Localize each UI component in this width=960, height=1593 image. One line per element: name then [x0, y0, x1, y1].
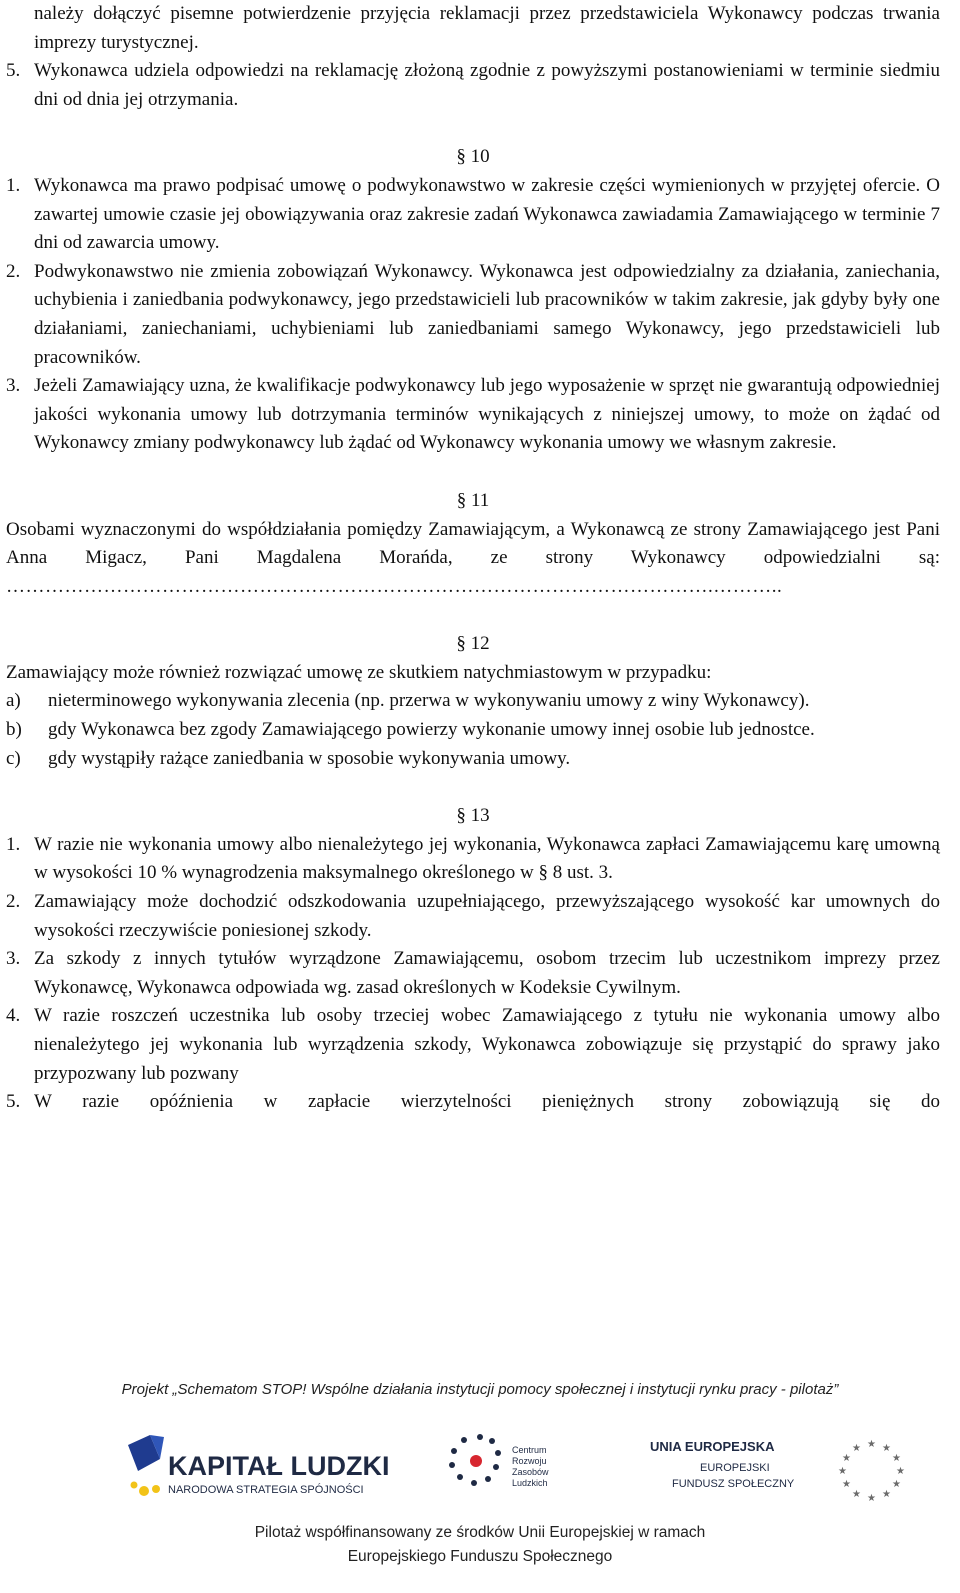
- item-text: Podwykonawstwo nie zmienia zobowiązań Wykonawcy. Wykonawca jest odpowiedzialny za działania, zaniechania, uchybienia i zaniedbania podwykonawcy, jego przedstawicieli lub pracowników w takim zakresie, jak gdyby były one działaniami, zaniechaniami, uchybieniami lub zaniedbaniami samego Wykonawcy, jego przedstawicieli lub pracowników.: [34, 260, 940, 368]
- item-number: 5.: [6, 1091, 21, 1113]
- item-text: W razie roszczeń uczestnika lub osoby trzeciej wobec Zamawiającego z tytułu nie wykonania umowy albo nienależytego jej wykonania lub wyrządzenia szkody, Wykonawca zobowiązuje się przystąpić do sprawy jako przypozwany lub pozwany: [34, 1005, 940, 1084]
- eu-line: UNIA EUROPEJSKA: [650, 1439, 775, 1454]
- item-text: nieterminowego wykonywania zlecenia (np. przerwa w wykonywaniu umowy z winy Wykonawcy).: [48, 690, 810, 712]
- svg-text:★: ★: [842, 1479, 851, 1490]
- item-text: Za szkody z innych tytułów wyrządzone Zamawiającemu, osobom trzecim lub uczestnikom imprezy przez Wykonawcę, Wykonawca odpowiada wg. zasad określonych w Kodeksie Cywilnym.: [34, 948, 940, 998]
- item-text: Wykonawca udziela odpowiedzi na reklamację złożoną zgodnie z powyższymi postanowieniami w terminie siedmiu dni od dnia jej otrzymania.: [34, 60, 940, 110]
- crzl-logo: [440, 1423, 580, 1513]
- kapital-ludzki-logo: [120, 1431, 390, 1511]
- item-text: W razie opóźnienia w zapłacie wierzytelności pieniężnych strony zobowiązują się do: [34, 1091, 940, 1113]
- svg-text:★: ★: [882, 1489, 891, 1500]
- item-number: 4.: [6, 1005, 21, 1027]
- kapital-ludzki-subtitle: NARODOWA STRATEGIA SPÓJNOŚCI: [168, 1484, 364, 1496]
- list-item: [6, 1002, 940, 1088]
- list-item: [6, 372, 940, 458]
- crzl-line: Centrum: [512, 1445, 547, 1455]
- eu-logo: [646, 1425, 936, 1515]
- crzl-line: Ludzkich: [512, 1478, 548, 1488]
- item-number: 1.: [6, 174, 21, 196]
- item-number: 2.: [6, 260, 21, 282]
- list-item: [6, 172, 940, 258]
- svg-text:★: ★: [892, 1453, 901, 1464]
- list-item: [6, 716, 940, 745]
- list-item: [6, 945, 940, 1002]
- kapital-ludzki-title: KAPITAŁ LUDZKI: [168, 1451, 390, 1481]
- item-number: 3.: [6, 948, 21, 970]
- item-letter: b): [6, 719, 22, 741]
- item-text: Zamawiający może dochodzić odszkodowania uzupełniającego, przewyższającego wysokość kar umownych do wysokości rzeczywiście poniesionej szkody.: [34, 891, 940, 941]
- project-title: Projekt „Schematom STOP! Wspólne działania instytucji pomocy społecznej i instytucji rynku pracy - pilotaż”: [121, 1381, 839, 1398]
- section-10-list: [6, 172, 940, 458]
- item-text: gdy wystąpiły rażące zaniedbania w sposobie wykonywania umowy.: [48, 747, 571, 769]
- svg-text:★: ★: [882, 1443, 891, 1454]
- svg-text:★: ★: [852, 1443, 861, 1454]
- section-12-intro: Zamawiający może również rozwiązać umowę ze skutkiem natychmiastowym w przypadku:: [6, 661, 712, 683]
- section-12-list: [6, 687, 940, 773]
- item-text: Jeżeli Zamawiający uzna, że kwalifikacje podwykonawcy lub jego wyposażenie w sprzęt nie gwarantują odpowiedniej jakości wykonania umowy lub dotrzymania terminów wynikających z niniejszej umowy, to może on żądać od Wykonawcy zmiany podwykonawcy lub żądać od Wykonawcy wykonania umowy we własnym zakresie.: [34, 375, 940, 454]
- list-item: [6, 831, 940, 888]
- svg-text:★: ★: [838, 1466, 847, 1477]
- crzl-line: Rozwoju: [512, 1456, 547, 1466]
- item-text: W razie nie wykonania umowy albo nienależytego jej wykonania, Wykonawca zapłaci Zamawiającemu karę umowną w wysokości 10 % wynagrodzenia maksymalnego określonego w § 8 ust. 3.: [34, 833, 940, 884]
- item-number: 3.: [6, 375, 21, 397]
- list-item: [6, 57, 940, 114]
- svg-text:★: ★: [852, 1489, 861, 1500]
- cofinancing-line: Europejskiego Funduszu Społecznego: [347, 1548, 613, 1565]
- item-letter: c): [6, 747, 21, 769]
- section-heading-13: § 13: [456, 805, 490, 827]
- item-text: Wykonawca ma prawo podpisać umowę o podwykonawstwo w zakresie części wymienionych w przyjętej ofercie. O zawartej umowie czasie jej obowiązywania oraz zakresie zadań Wykonawca zawiadamia Zamawiającego w terminie 7 dni od zawarcia umowy.: [34, 174, 940, 254]
- section-13-list: [6, 831, 940, 1117]
- item-text: gdy Wykonawca bez zgody Zamawiającego powierzy wykonanie umowy innej osobie lub jednostce.: [48, 719, 815, 741]
- item-number: 2.: [6, 891, 21, 913]
- section-heading-12: § 12: [456, 633, 490, 655]
- svg-text:★: ★: [867, 1493, 876, 1504]
- eu-line: FUNDUSZ SPOŁECZNY: [672, 1478, 795, 1490]
- list-item: [6, 1088, 940, 1117]
- item-letter: a): [6, 690, 21, 712]
- logo-strip: [0, 1429, 960, 1529]
- section-11-paragraph: Osobami wyznaczonymi do współdziałania pomiędzy Zamawiającym, a Wykonawcą ze strony Zamawiającego jest Pani Anna Migacz, Pani Magdalena Morańda, ze strony Wykonawcy odpowiedzialni są:: [6, 518, 940, 569]
- svg-text:★: ★: [842, 1453, 851, 1464]
- dotted-fill-line: ……………………………………………………………………………………………….………..: [6, 575, 783, 597]
- list-item: [6, 687, 940, 716]
- document-body: [6, 0, 940, 1117]
- eu-line: EUROPEJSKI: [700, 1462, 770, 1474]
- cofinancing-note: [0, 1521, 960, 1569]
- eu-flag-icon: [816, 1435, 926, 1505]
- svg-text:★: ★: [896, 1466, 905, 1477]
- section-heading-11: § 11: [456, 489, 490, 511]
- list-item: [6, 258, 940, 372]
- crzl-line: Zasobów: [512, 1467, 549, 1477]
- svg-text:★: ★: [867, 1439, 876, 1450]
- list-item: [6, 745, 940, 774]
- section-heading-10: § 10: [456, 146, 490, 168]
- page-footer: [0, 1377, 960, 1593]
- svg-text:★: ★: [892, 1479, 901, 1490]
- item-number: 5.: [6, 60, 21, 82]
- item-number: 1.: [6, 833, 21, 855]
- continuation-paragraph: należy dołączyć pisemne potwierdzenie przyjęcia reklamacji przez przedstawiciela Wykonawcy podczas trwania imprezy turystycznej.: [34, 3, 940, 53]
- list-item: [6, 888, 940, 945]
- cofinancing-line: Pilotaż współfinansowany ze środków Unii Europejskiej w ramach: [254, 1524, 706, 1541]
